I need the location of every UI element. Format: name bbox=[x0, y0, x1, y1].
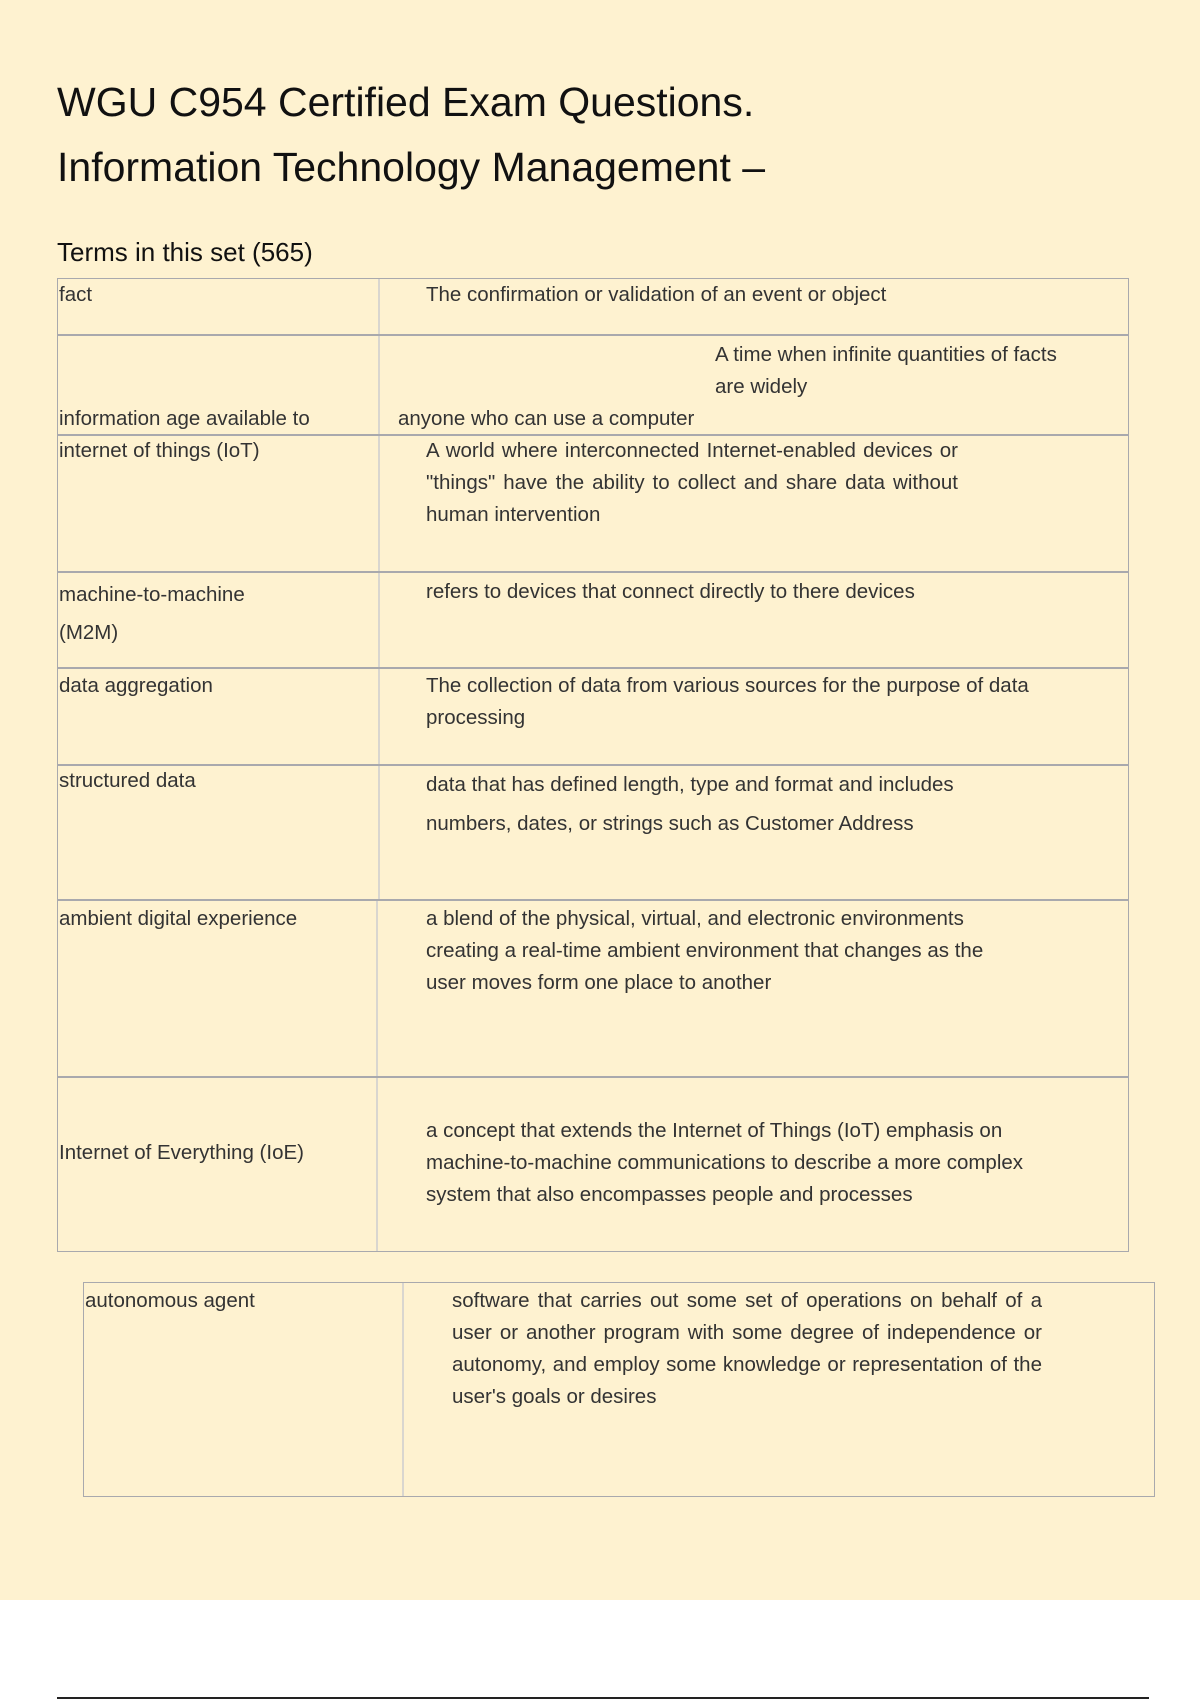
document-title bbox=[57, 70, 1157, 200]
term-definition-line-1: A time when infinite quantities of facts bbox=[715, 343, 1057, 366]
term-row-iot bbox=[57, 435, 1129, 572]
title-line-2: Information Technology Management – bbox=[57, 144, 766, 190]
term-definition-line-2: are widely bbox=[715, 375, 808, 398]
term-row-fact bbox=[57, 278, 1129, 335]
term-row-ambient-digital-experience bbox=[57, 900, 1129, 1077]
footer-rule bbox=[57, 1697, 1149, 1699]
term-label: Internet of Everything (IoE) bbox=[59, 1141, 304, 1164]
term-definition: software that carries out some set of operations on behalf of a user or another program with some degree of independence or autonomy, and employ some knowledge or representation of the user's goals or desires bbox=[452, 1289, 1042, 1408]
term-label: data aggregation bbox=[59, 674, 213, 697]
term-definition-line-3: anyone who can use a computer bbox=[398, 407, 695, 430]
term-row-m2m bbox=[57, 572, 1129, 668]
term-label: structured data bbox=[59, 769, 196, 792]
term-row-ioe bbox=[57, 1077, 1129, 1252]
terms-count-heading: Terms in this set (565) bbox=[57, 237, 313, 267]
term-definition: The confirmation or validation of an event or object bbox=[426, 283, 887, 306]
title-line-1: WGU C954 Certified Exam Questions. bbox=[57, 79, 755, 125]
term-definition: A world where interconnected Internet-enabled devices or "things" have the ability to collect and share data without human intervention bbox=[426, 439, 958, 526]
term-row-structured-data bbox=[57, 765, 1129, 900]
term-label: autonomous agent bbox=[85, 1289, 255, 1312]
term-definition: a blend of the physical, virtual, and electronic environments creating a real-time ambient environment that changes as the user moves form one place to another bbox=[426, 907, 984, 994]
term-label: ambient digital experience bbox=[59, 907, 298, 930]
term-definition: a concept that extends the Internet of Things (IoT) emphasis on machine-to-machine communications to describe a more complex system that also encompasses people and processes bbox=[426, 1119, 1024, 1206]
term-definition: refers to devices that connect directly to there devices bbox=[426, 580, 915, 603]
term-label: fact bbox=[59, 283, 93, 306]
term-label: machine-to-machine (M2M) bbox=[59, 583, 245, 644]
term-label: internet of things (IoT) bbox=[59, 439, 260, 462]
term-row-autonomous-agent bbox=[83, 1282, 1155, 1497]
term-row-information-age bbox=[57, 335, 1129, 435]
term-label: information age available to bbox=[59, 407, 310, 430]
term-definition: The collection of data from various sources for the purpose of data processing bbox=[426, 674, 1029, 729]
term-row-data-aggregation bbox=[57, 668, 1129, 765]
term-definition: data that has defined length, type and format and includes numbers, dates, or strings such as Customer Address bbox=[426, 773, 954, 835]
